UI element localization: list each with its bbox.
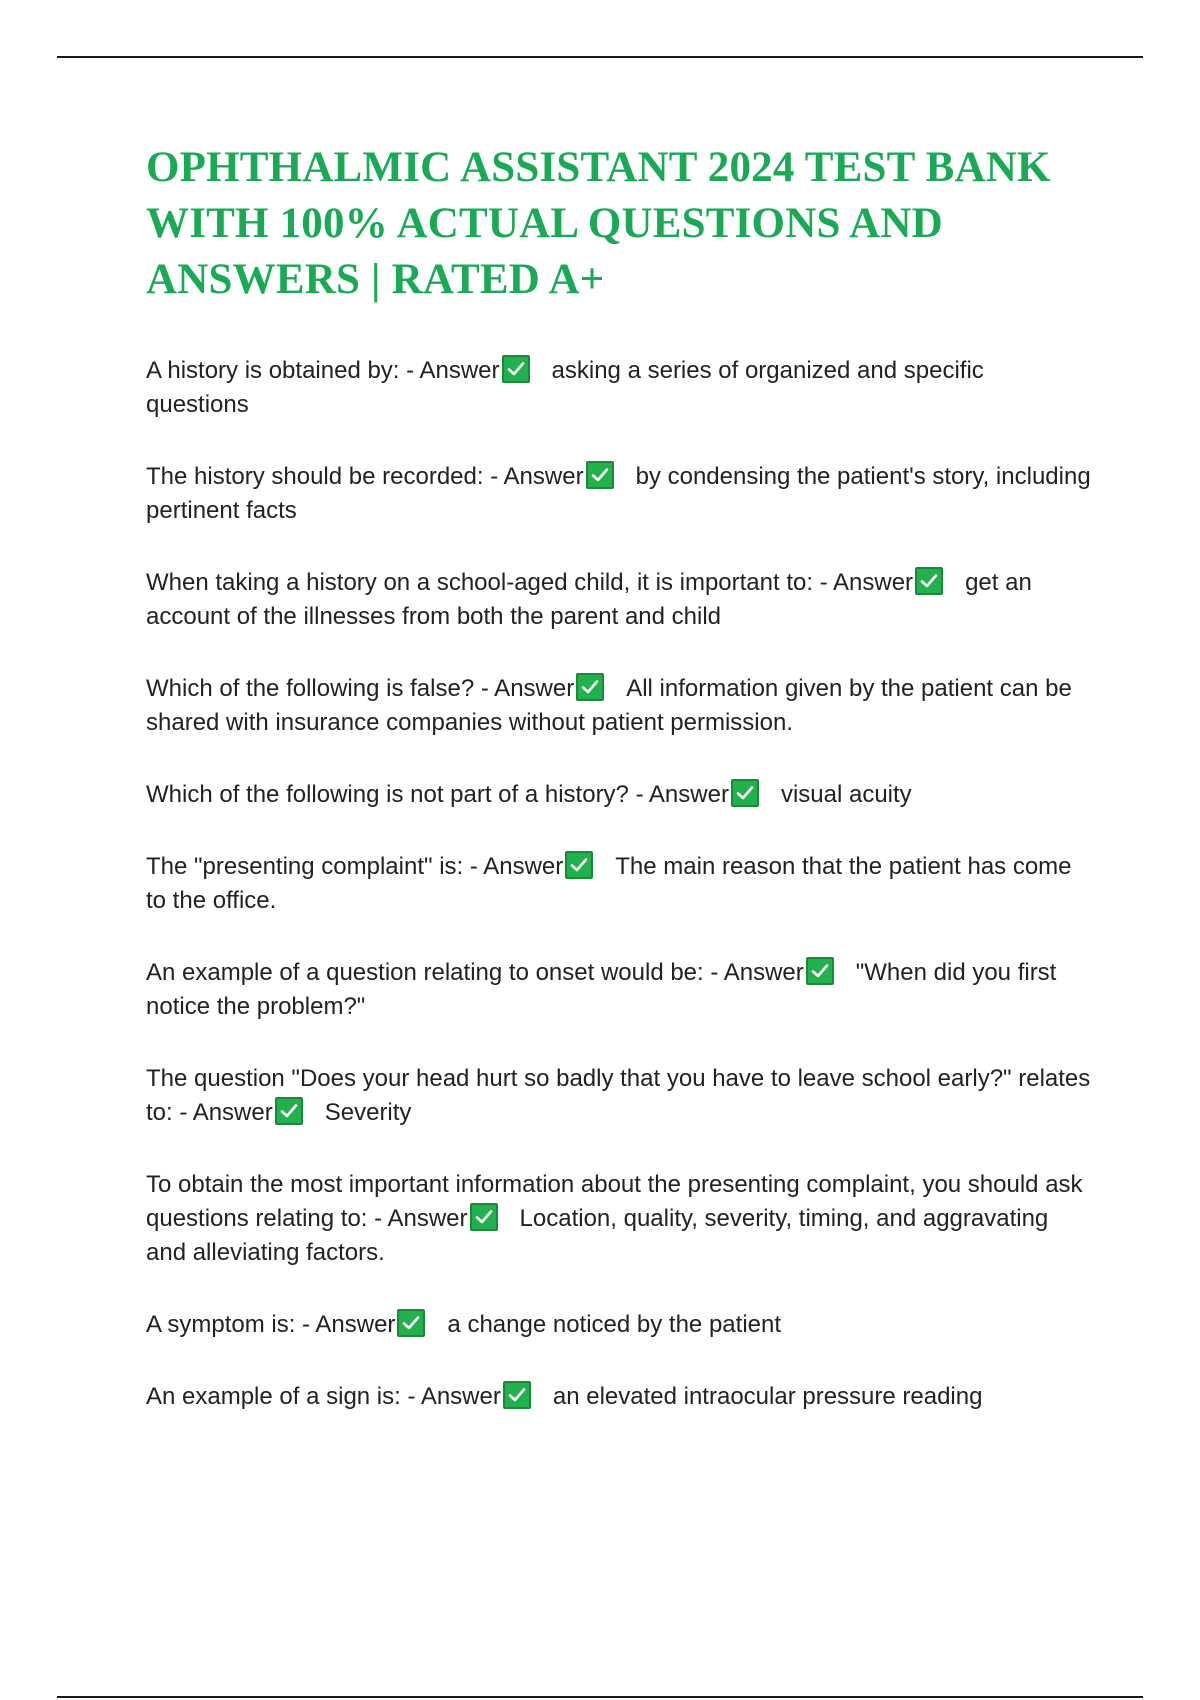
answer-text: All information given by the patient can be shared with insurance companies without patient permission.	[146, 675, 1072, 736]
answer-label: - Answer	[480, 675, 575, 702]
qa-item	[146, 1062, 1092, 1130]
answer-label: - Answer	[819, 569, 914, 596]
document-title: OPHTHALMIC ASSISTANT 2024 TEST BANK WITH 100% ACTUAL QUESTIONS AND ANSWERS | RATED A+	[146, 144, 1051, 303]
question-text: An example of a sign is:	[146, 1383, 401, 1410]
qa-item	[146, 460, 1092, 528]
answer-label: - Answer	[710, 959, 804, 986]
document-body	[146, 140, 1092, 1452]
check-mark-icon	[397, 1309, 425, 1337]
answer-label: - Answer	[407, 1383, 501, 1410]
qa-item	[146, 850, 1092, 918]
qa-list	[146, 354, 1092, 1414]
answer-label: - Answer	[490, 463, 584, 490]
question-text: To obtain the most important information about the presenting complaint, you should ask questions relating to:	[146, 1171, 1083, 1232]
bottom-divider	[57, 1696, 1143, 1698]
check-mark-icon	[503, 1381, 531, 1409]
question-text: The history should be recorded:	[146, 463, 484, 490]
answer-label: - Answer	[179, 1099, 273, 1126]
answer-text: Severity	[324, 1099, 412, 1126]
answer-text: The main reason that the patient has come to the office.	[146, 853, 1072, 914]
answer-text: Location, quality, severity, timing, and aggravating and alleviating factors.	[146, 1205, 1049, 1266]
qa-item	[146, 354, 1092, 422]
qa-item	[146, 778, 1092, 812]
check-mark-icon	[275, 1097, 303, 1125]
answer-text: visual acuity	[780, 781, 912, 808]
question-text: The question "Does your head hurt so badly that you have to leave school early?" relates to:	[146, 1065, 1091, 1126]
top-divider	[57, 56, 1143, 58]
answer-text: "When did you first notice the problem?"	[146, 959, 1057, 1020]
question-text: A history is obtained by:	[146, 357, 400, 384]
check-mark-icon	[565, 851, 593, 879]
answer-label: - Answer	[374, 1205, 468, 1232]
answer-text: by condensing the patient's story, including pertinent facts	[146, 463, 1091, 524]
answer-label: - Answer	[635, 781, 729, 808]
check-mark-icon	[502, 355, 530, 383]
qa-item	[146, 956, 1092, 1024]
check-mark-icon	[586, 461, 614, 489]
question-text: Which of the following is not part of a history?	[146, 781, 629, 808]
answer-text: a change noticed by the patient	[447, 1311, 782, 1338]
answer-text: asking a series of organized and specific questions	[146, 357, 984, 418]
answer-text: get an account of the illnesses from both the parent and child	[146, 569, 1032, 630]
qa-item	[146, 566, 1092, 634]
check-mark-icon	[915, 567, 943, 595]
question-text: An example of a question relating to onset would be:	[146, 959, 704, 986]
check-mark-icon	[470, 1203, 498, 1231]
check-mark-icon	[576, 673, 604, 701]
qa-item	[146, 672, 1092, 740]
answer-text: an elevated intraocular pressure reading	[552, 1383, 983, 1410]
question-text: A symptom is:	[146, 1311, 296, 1338]
check-mark-icon	[806, 957, 834, 985]
qa-item	[146, 1380, 1092, 1414]
question-text: Which of the following is false?	[146, 675, 475, 702]
qa-item	[146, 1308, 1092, 1342]
question-text: The "presenting complaint" is:	[146, 853, 464, 880]
question-text: When taking a history on a school-aged child, it is important to:	[146, 569, 814, 596]
qa-item	[146, 1168, 1092, 1270]
answer-label: - Answer	[406, 357, 500, 384]
check-mark-icon	[731, 779, 759, 807]
answer-label: - Answer	[469, 853, 564, 880]
answer-label: - Answer	[302, 1311, 396, 1338]
